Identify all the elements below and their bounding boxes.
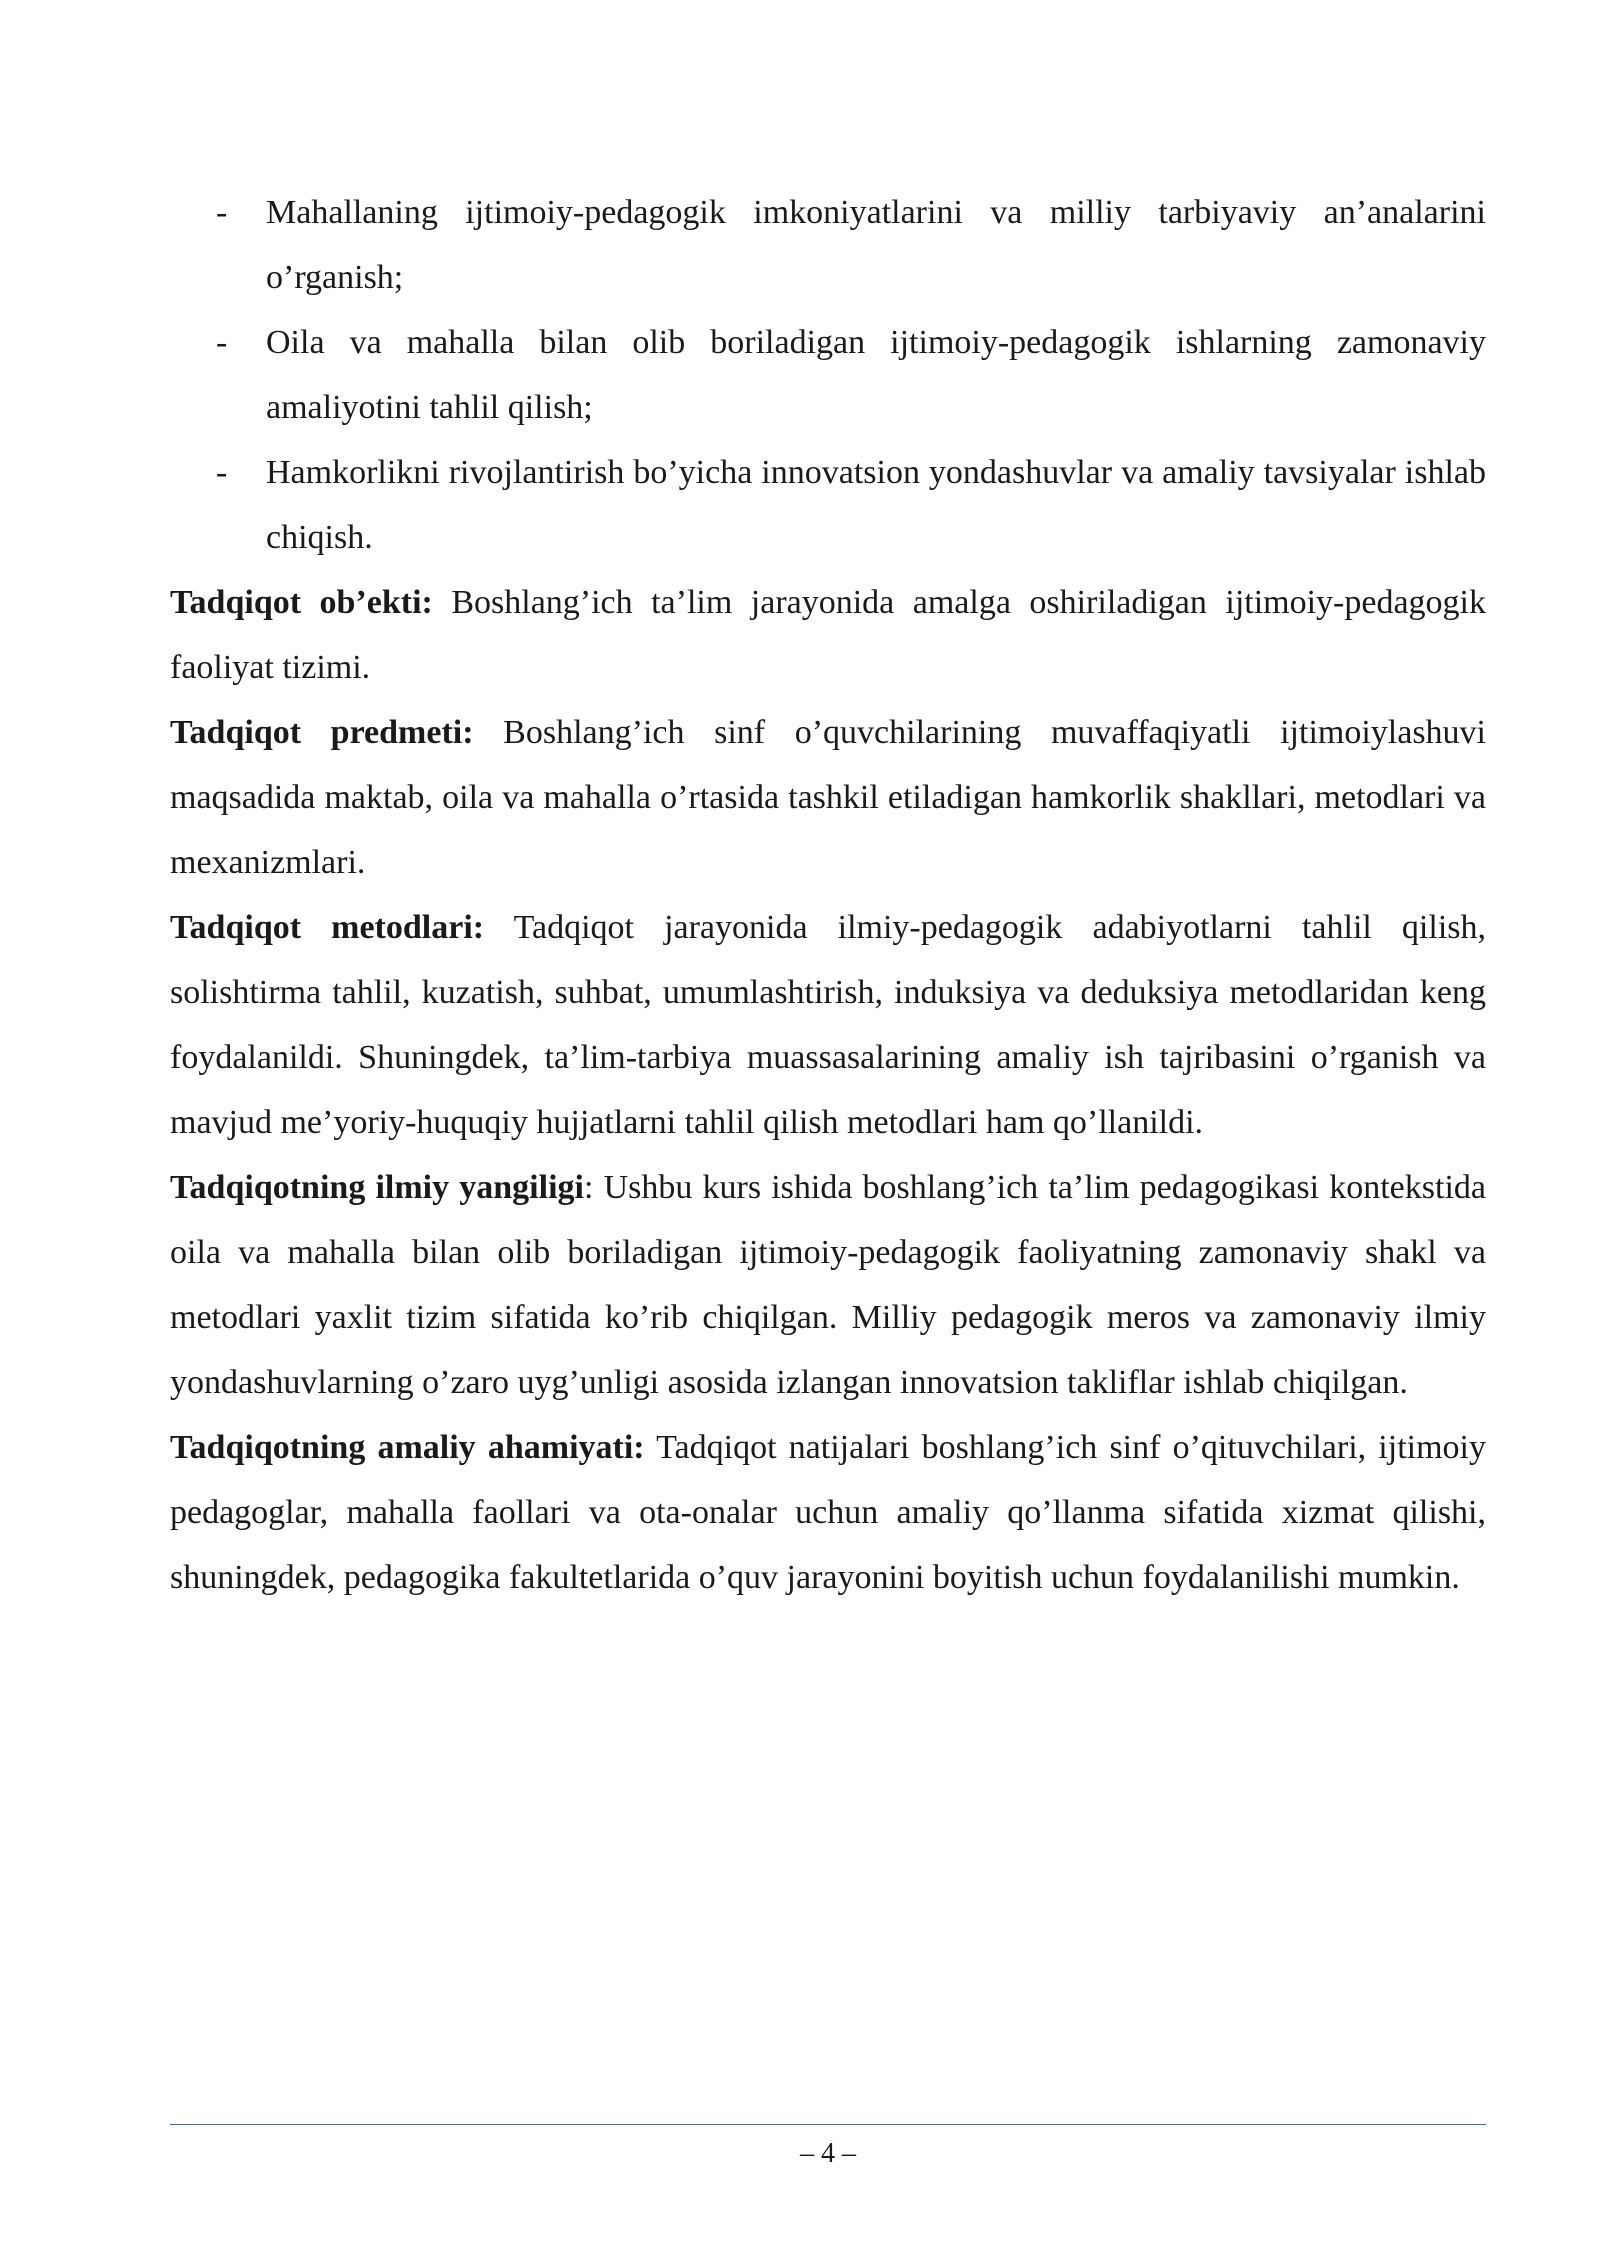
research-subject-heading: Tadqiqot predmeti: bbox=[170, 714, 474, 751]
research-object-heading: Tadqiqot ob’ekti: bbox=[170, 584, 433, 621]
bullet-marker: - bbox=[216, 324, 228, 361]
footer-divider bbox=[170, 2124, 1486, 2125]
research-methods-paragraph bbox=[170, 895, 1486, 1155]
research-subject-paragraph bbox=[170, 700, 1486, 895]
scientific-novelty-text: : Ushbu kurs ishida boshlang’ich ta’lim pedagogikasi kontekstida oila va mahalla bilan olib boriladigan ijtimoiy-pedagogik faoliyatning zamonaviy shakl va metodlari yaxlit tizim sifatida ko’rib chiqilgan. Milliy pedagogik meros va zamonaviy ilmiy yondashuvlarning o’zaro uyg’unligi asosida izlangan innovatsion takliflar ishlab chiqilgan. bbox=[170, 1169, 1486, 1401]
scientific-novelty-paragraph bbox=[170, 1155, 1486, 1415]
practical-significance-heading: Tadqiqotning amaliy ahamiyati: bbox=[170, 1429, 645, 1466]
list-item-text: Hamkorlikni rivojlantirish bo’yicha innovatsion yondashuvlar va amaliy tavsiyalar ishlab chiqish. bbox=[266, 454, 1486, 556]
list-item bbox=[170, 180, 1486, 310]
practical-significance-paragraph bbox=[170, 1415, 1486, 1610]
research-object-paragraph bbox=[170, 570, 1486, 700]
research-subject-text: Boshlang’ich sinf o’quvchilarining muvaffaqiyatli ijtimoiylashuvi maqsadida maktab, oila va mahalla o’rtasida tashkil etiladigan hamkorlik shakllari, metodlari va mexanizmlari. bbox=[170, 714, 1486, 881]
practical-significance-text: Tadqiqot natijalari boshlang’ich sinf o’qituvchilari, ijtimoiy pedagoglar, mahalla faollari va ota-onalar uchun amaliy qo’llanma sifatida xizmat qilishi, shuningdek, pedagogika fakultetlarida o’quv jarayonini boyitish uchun foydalanilishi mumkin. bbox=[170, 1429, 1486, 1596]
bullet-marker: - bbox=[216, 194, 228, 231]
list-item-text: Mahallaning ijtimoiy-pedagogik imkoniyatlarini va milliy tarbiyaviy an’analarini o’rganish; bbox=[266, 194, 1486, 296]
page-number: – 4 – bbox=[800, 2138, 856, 2169]
list-item-text: Oila va mahalla bilan olib boriladigan ijtimoiy-pedagogik ishlarning zamonaviy amaliyotini tahlil qilish; bbox=[266, 324, 1486, 426]
list-item bbox=[170, 440, 1486, 570]
research-methods-heading: Tadqiqot metodlari: bbox=[170, 909, 485, 946]
research-methods-text: Tadqiqot jarayonida ilmiy-pedagogik adabiyotlarni tahlil qilish, solishtirma tahlil, kuzatish, suhbat, umumlashtirish, induksiya va deduksiya metodlaridan keng foydalanildi. Shuningdek, ta’lim-tarbiya muassasalarining amaliy ish tajribasini o’rganish va mavjud me’yoriy-huquqiy hujjatlarni tahlil qilish metodlari ham qo’llanildi. bbox=[170, 909, 1486, 1141]
research-object-text: Boshlang’ich ta’lim jarayonida amalga oshiriladigan ijtimoiy-pedagogik faoliyat tizimi. bbox=[170, 584, 1487, 686]
scientific-novelty-heading: Tadqiqotning ilmiy yangiligi bbox=[170, 1169, 584, 1206]
bullet-marker: - bbox=[216, 454, 228, 491]
task-list bbox=[170, 180, 1486, 570]
list-item bbox=[170, 310, 1486, 440]
document-body bbox=[170, 180, 1486, 1610]
